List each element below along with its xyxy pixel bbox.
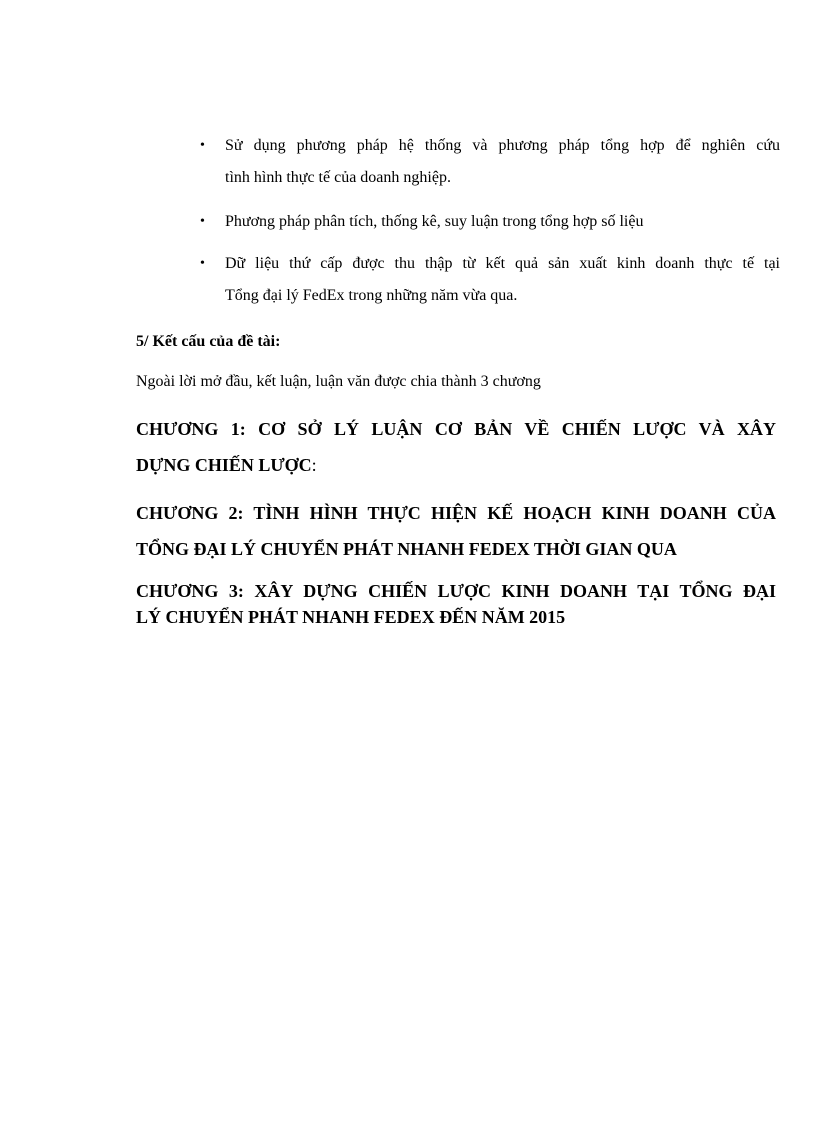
chapter-1-title bbox=[136, 411, 776, 483]
chapter-2-title bbox=[136, 495, 776, 567]
chapter-line bbox=[136, 447, 776, 483]
bullet-line: tình hình thực tế của doanh nghiệp. bbox=[225, 169, 451, 186]
section-heading: 5/ Kết cấu của đề tài: bbox=[136, 333, 281, 350]
chapter-line-suffix: : bbox=[311, 455, 317, 475]
bullet-item-methods bbox=[200, 130, 780, 194]
bullet-symbol: • bbox=[200, 138, 205, 153]
bullet-item-secondary-data bbox=[200, 248, 780, 312]
section-intro: Ngoài lời mở đầu, kết luận, luận văn được chia thành 3 chương bbox=[136, 373, 541, 390]
chapter-line: CHƯƠNG 1: CƠ SỞ LÝ LUẬN CƠ BẢN VỀ CHIẾN LƯỢC VÀ XÂY bbox=[136, 419, 776, 439]
bullet-text bbox=[225, 248, 780, 312]
chapter-line: TỔNG ĐẠI LÝ CHUYỂN PHÁT NHANH FEDEX THỜI GIAN QUA bbox=[136, 539, 677, 559]
chapter-line: LÝ CHUYỂN PHÁT NHANH FEDEX ĐẾN NĂM 2015 bbox=[136, 607, 566, 627]
bullet-text bbox=[225, 206, 780, 238]
chapter-3-title bbox=[136, 578, 776, 630]
bullet-symbol: • bbox=[200, 256, 205, 271]
chapter-line-text: DỰNG CHIẾN LƯỢC bbox=[136, 455, 312, 475]
bullet-text bbox=[225, 130, 780, 194]
chapter-line: CHƯƠNG 2: TÌNH HÌNH THỰC HIỆN KẾ HOẠCH KINH DOANH CỦA bbox=[136, 503, 776, 523]
bullet-line: Sử dụng phương pháp hệ thống và phương pháp tổng hợp để nghiên cứu bbox=[225, 137, 780, 154]
bullet-line: Tổng đại lý FedEx trong những năm vừa qua. bbox=[225, 287, 518, 304]
bullet-item-analysis bbox=[200, 206, 780, 238]
bullet-symbol: • bbox=[200, 214, 205, 229]
chapter-line: CHƯƠNG 3: XÂY DỰNG CHIẾN LƯỢC KINH DOANH TẠI TỔNG ĐẠI bbox=[136, 581, 776, 601]
bullet-line: Phương pháp phân tích, thống kê, suy luận trong tổng hợp số liệu bbox=[225, 213, 644, 230]
bullet-line: Dữ liệu thứ cấp được thu thập từ kết quả sản xuất kinh doanh thực tế tại bbox=[225, 255, 780, 272]
